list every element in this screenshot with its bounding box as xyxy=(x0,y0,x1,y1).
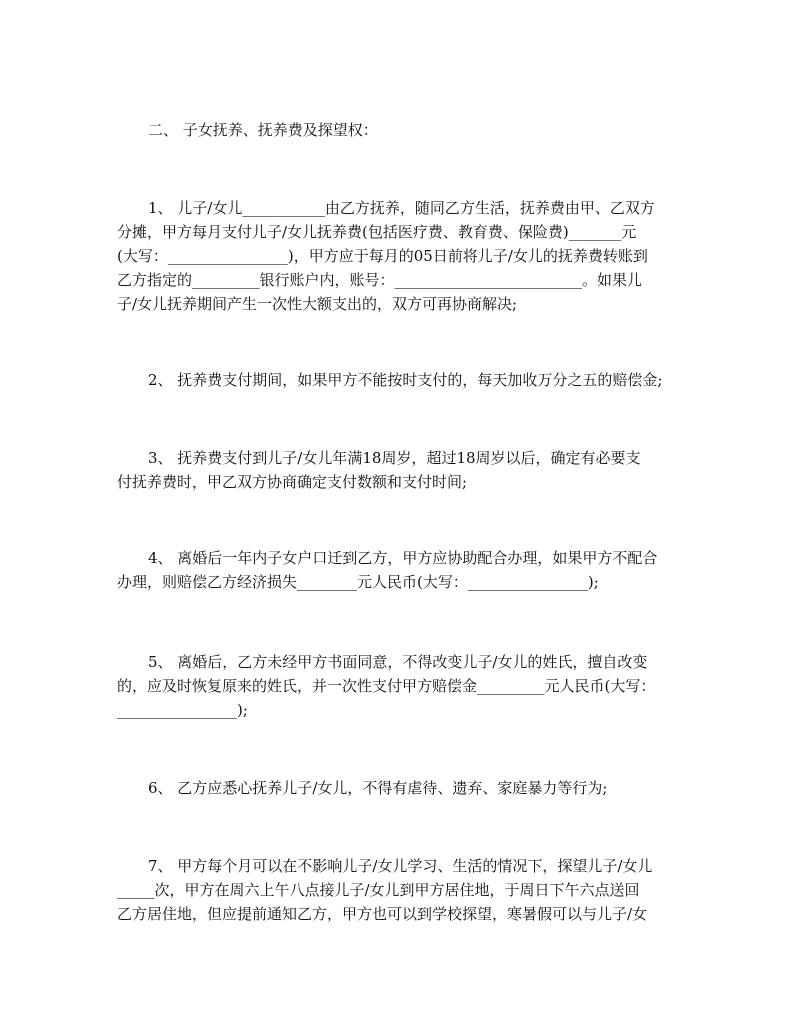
clause-5-line-1: 5、 离婚后，乙方未经甲方书面同意，不得改变儿子/女儿的姓氏，擅自改变 xyxy=(148,653,648,671)
clause-7-line-1: 7、 甲方每个月可以在不影响儿子/女儿学习、生活的情况下，探望儿子/女儿 xyxy=(148,857,653,875)
clause-2-line-1: 2、 抚养费支付期间，如果甲方不能按时支付的，每天加收万分之五的赔偿金; xyxy=(148,371,663,389)
clause-4 xyxy=(117,546,702,594)
clause-7 xyxy=(117,854,702,926)
section-heading: 二、 子女抚养、抚养费及探望权： xyxy=(148,121,378,139)
clause-1-line-5: 子/女儿抚养期间产生一次性大额支出的，双方可再协商解决; xyxy=(117,295,518,313)
clause-7-line-3: 乙方居住地，但应提前通知乙方，甲方也可以到学校探望，寒暑假可以与儿子/女 xyxy=(117,905,648,923)
clause-5 xyxy=(117,650,702,722)
clause-3-line-2: 付抚养费时，甲乙双方协商确定支付数额和支付时间; xyxy=(117,473,468,491)
clause-1-line-1: 1、 儿子/女儿___________由乙方抚养，随同乙方生活，抚养费由甲、乙双方 xyxy=(148,199,655,217)
clause-6 xyxy=(117,776,702,800)
clause-6-line-1: 6、 乙方应悉心抚养儿子/女儿，不得有虐待、遗弃、家庭暴力等行为; xyxy=(148,779,608,797)
clause-1-line-4: 乙方指定的_________银行账户内，账号：_________________________。如果儿 xyxy=(117,271,643,289)
clause-7-line-2: _____次，甲方在周六上午八点接儿子/女儿到甲方居住地，于周日下午六点送回 xyxy=(117,881,640,899)
clause-3-line-1: 3、 抚养费支付到儿子/女儿年满18周岁，超过18周岁以后，确定有必要支 xyxy=(148,449,641,467)
clause-1-line-3: (大写：________________)，甲方应于每月的05日前将儿子/女儿的抚养费转账到 xyxy=(117,247,648,265)
clause-3 xyxy=(117,446,702,494)
clause-4-line-2: 办理，则赔偿乙方经济损失________元人民币(大写：________________); xyxy=(117,573,599,591)
clause-1-line-2: 分摊，甲方每月支付儿子/女儿抚养费(包括医疗费、教育费、保险费)_______元 xyxy=(117,223,637,241)
clause-1 xyxy=(117,196,702,316)
clause-2 xyxy=(117,368,702,392)
clause-5-line-2: 的，应及时恢复原来的姓氏，并一次性支付甲方赔偿金_________元人民币(大写： xyxy=(117,677,656,695)
clause-5-line-3: ________________); xyxy=(117,701,248,719)
clause-4-line-1: 4、 离婚后一年内子女户口迁到乙方，甲方应协助配合办理，如果甲方不配合 xyxy=(148,549,658,567)
